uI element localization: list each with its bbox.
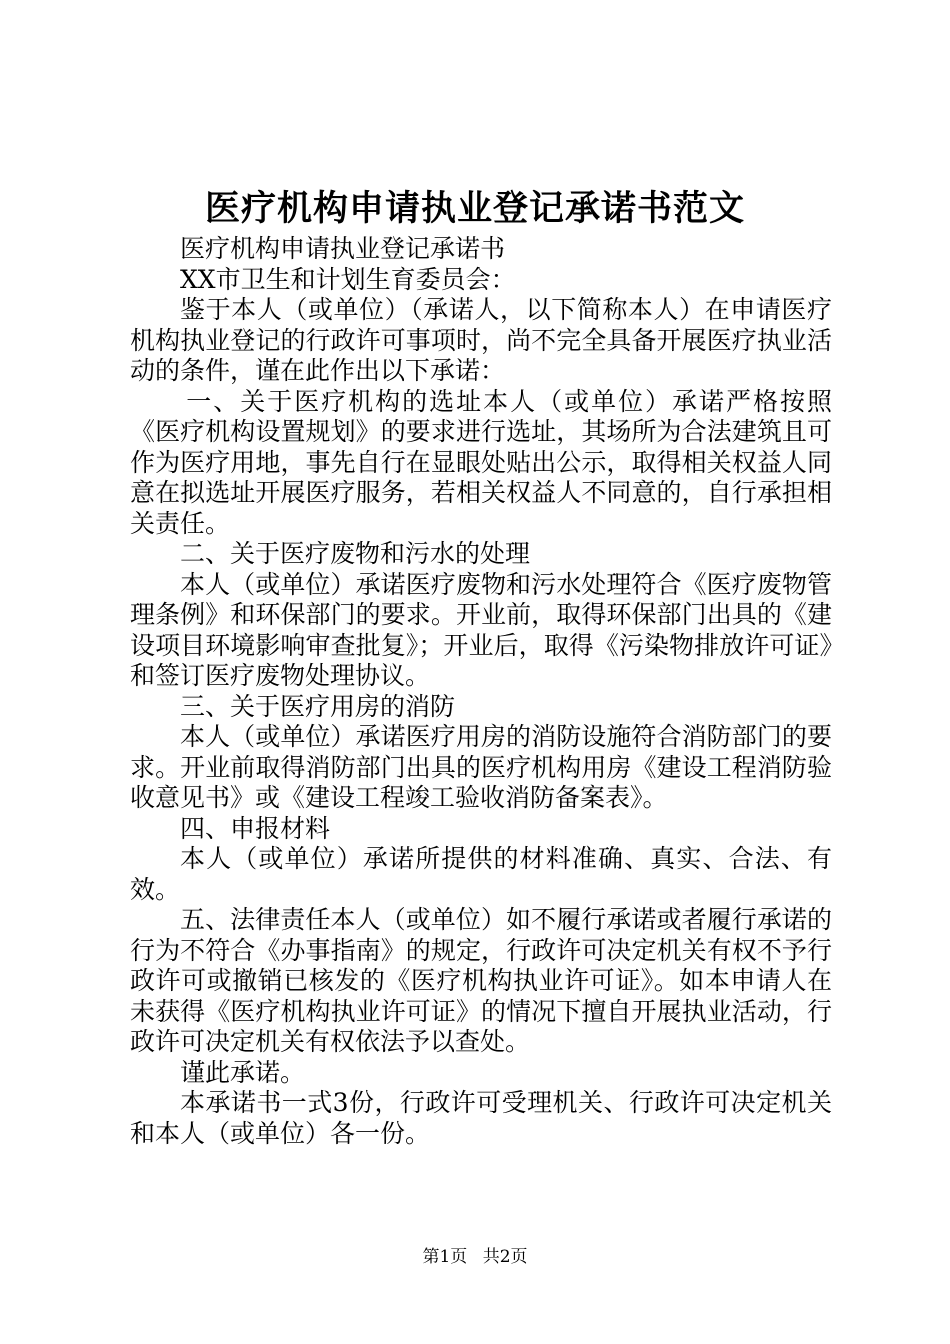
page-number: 第1页: [422, 1247, 468, 1267]
section-5-paragraph: 五、法律责任本人（或单位）如不履行承诺或者履行承诺的行为不符合《办事指南》的规定，行政许可决定机关有权不予行政许可或撤销已核发的《医疗机构执业许可证》。如本申请人在未获得《医疗机构执业许可证》的情况下擅自开展执业活动，行政许可决定机关有权依法予以查处。: [130, 905, 832, 1056]
copies-note: 本承诺书一式3份，行政许可受理机关、行政许可决定机关和本人（或单位）各一份。: [130, 1088, 832, 1148]
document-body: [130, 234, 832, 1149]
section-3-heading: 三、关于医疗用房的消防: [180, 691, 456, 721]
section-2-heading: 二、关于医疗废物和污水的处理: [180, 539, 531, 568]
page-footer: [0, 1246, 950, 1268]
section-3-paragraph: 本人（或单位）承诺医疗用房的消防设施符合消防部门的要求。开业前取得消防部门出具的医疗机构用房《建设工程消防验收意见书》或《建设工程竣工验收消防备案表》。: [130, 722, 832, 812]
intro-paragraph: 鉴于本人（或单位）（承诺人，以下简称本人）在申请医疗机构执业登记的行政许可事项时，尚不完全具备开展医疗执业活动的条件，谨在此作出以下承诺：: [130, 295, 832, 385]
section-4-heading: 四、申报材料: [180, 813, 331, 843]
closing-line: 谨此承诺。: [180, 1057, 306, 1087]
doc-heading: 医疗机构申请执业登记承诺书: [180, 234, 506, 263]
page-total: 共2页: [482, 1247, 528, 1267]
section-1-paragraph: 一、关于医疗机构的选址本人（或单位）承诺严格按照《医疗机构设置规划》的要求进行选址，其场所为合法建筑且可作为医疗用地，事先自行在显眼处贴出公示，取得相关权益人同意在拟选址开展医疗服务，若相关权益人不同意的，自行承担相关责任。: [130, 386, 832, 538]
recipient-line: XX市卫生和计划生育委员会：: [180, 264, 516, 294]
document-title: 医疗机构申请执业登记承诺书范文: [204, 188, 745, 229]
section-2-paragraph: 本人（或单位）承诺医疗废物和污水处理符合《医疗废物管理条例》和环保部门的要求。开业前，取得环保部门出具的《建设项目环境影响审查批复》；开业后，取得《污染物排放许可证》和签订医疗废物处理协议。: [130, 569, 832, 690]
section-4-paragraph: 本人（或单位）承诺所提供的材料准确、真实、合法、有效。: [130, 844, 832, 904]
